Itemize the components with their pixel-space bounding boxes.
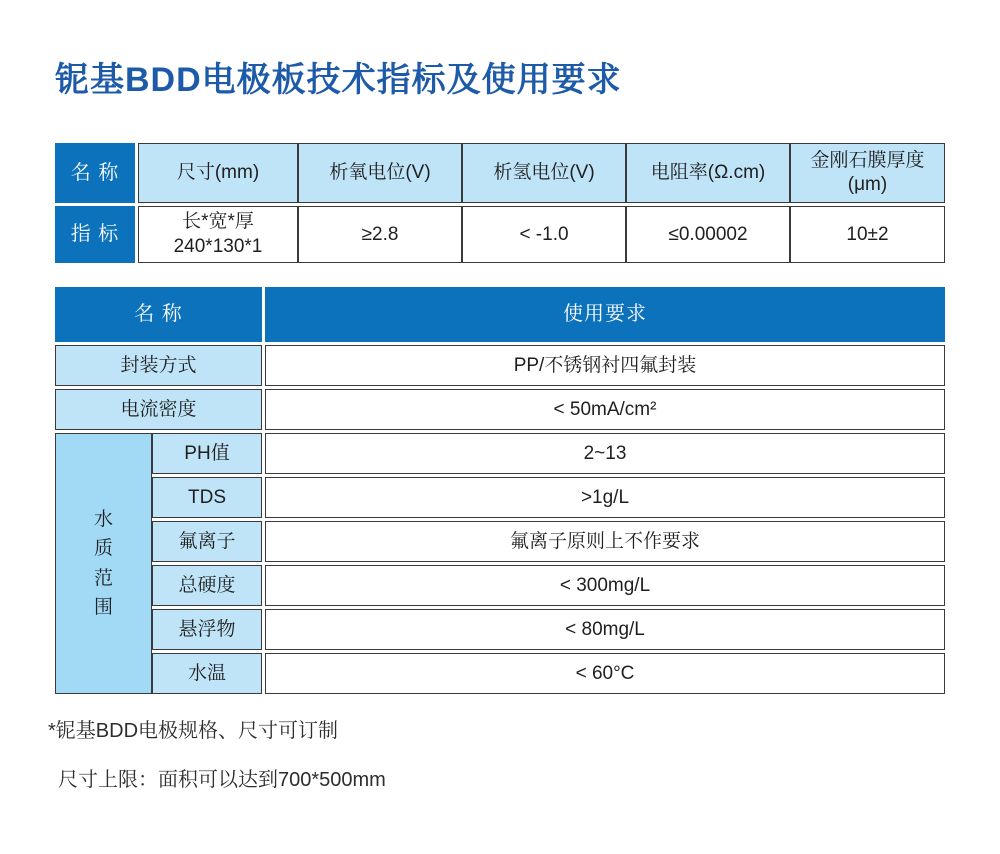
footnote-customization: *铌基BDD电极规格、尺寸可订制 (48, 720, 339, 742)
spec-value-hydrogen-potential: < -1.0 (462, 206, 626, 263)
usage-row-value: < 300mg/L (265, 565, 945, 606)
usage-requirements-header: 使用要求 (265, 287, 945, 342)
usage-row-value: >1g/L (265, 477, 945, 518)
spec-col-header-resistivity: 电阻率(Ω.cm) (626, 143, 790, 203)
usage-row-label: TDS (152, 477, 262, 518)
usage-row-value: < 50mA/cm² (265, 389, 945, 430)
footnote-size-limit: 尺寸上限：面积可以达到700*500mm (58, 769, 386, 791)
spec-row-label: 指 标 (55, 206, 135, 263)
spec-table (55, 143, 945, 263)
usage-row-label: 水温 (152, 653, 262, 694)
water-quality-range-group-label-text: 水质范围 (93, 508, 113, 618)
usage-row-value: PP/不锈钢衬四氟封装 (265, 345, 945, 386)
spec-value-resistivity: ≤0.00002 (626, 206, 790, 263)
spec-value-diamond-film-thickness: 10±2 (790, 206, 945, 263)
footnotes (48, 714, 386, 812)
spec-col-header-diamond-film-thickness: 金刚石膜厚度(μm) (790, 143, 945, 203)
usage-row-value: 氟离子原则上不作要求 (265, 521, 945, 562)
spec-value-size (138, 206, 298, 263)
spec-col-header-hydrogen-potential: 析氢电位(V) (462, 143, 626, 203)
usage-row-label: 氟离子 (152, 521, 262, 562)
spec-value-size-line2: 240*130*1 (173, 235, 263, 257)
usage-row-value: < 80mg/L (265, 609, 945, 650)
usage-table (55, 287, 945, 694)
usage-row-value: 2~13 (265, 433, 945, 474)
water-quality-range-group-label (55, 433, 152, 694)
spec-col-header-oxygen-potential: 析氧电位(V) (298, 143, 462, 203)
spec-value-oxygen-potential: ≥2.8 (298, 206, 462, 263)
usage-row-label: 电流密度 (55, 389, 262, 430)
usage-corner-header: 名 称 (55, 287, 262, 342)
usage-row-label: PH值 (152, 433, 262, 474)
page-title: 铌基BDD电极板技术指标及使用要求 (55, 61, 622, 99)
usage-row-label: 封装方式 (55, 345, 262, 386)
spec-value-size-line1: 长*宽*厚 (182, 210, 254, 232)
usage-row-value: < 60°C (265, 653, 945, 694)
usage-row-label: 悬浮物 (152, 609, 262, 650)
spec-col-header-size: 尺寸(mm) (138, 143, 298, 203)
usage-row-label: 总硬度 (152, 565, 262, 606)
spec-corner-header: 名 称 (55, 143, 135, 203)
